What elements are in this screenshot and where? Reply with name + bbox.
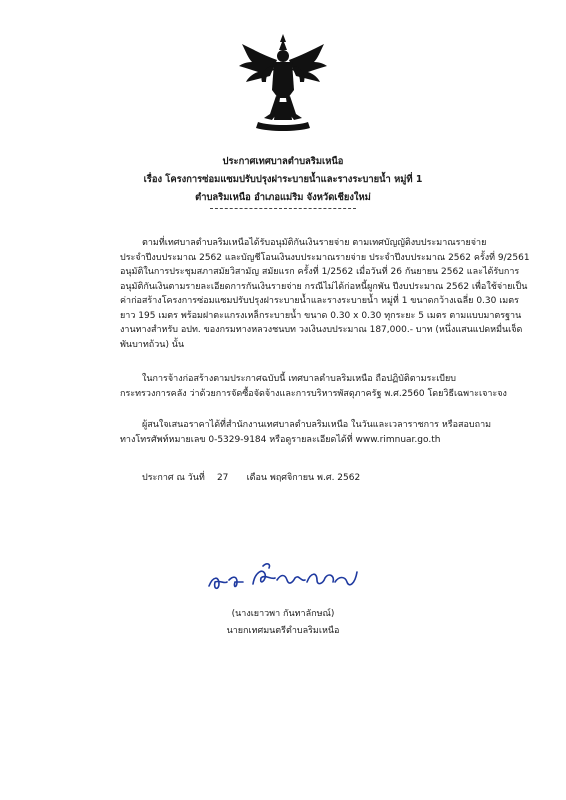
paragraph-procurement: [120, 372, 507, 401]
date-day: 27: [216, 473, 229, 483]
paragraph-line: ยาว 195 เมตร พร้อมฝาตะแกรงเหล็กระบายน้ำ ขนาด 0.30 x 0.30 ทุกระยะ 5 เมตร ตามแบบมาตรฐาน: [120, 310, 522, 321]
paragraph-line: ค่าก่อสร้างโครงการซ่อมแซมปรับปรุงฝาระบายน้ำและรางระบายน้ำ หมู่ที่ 1 ขนาดกว้างเฉลี่ย 0.30 เมตร: [120, 296, 519, 306]
paragraph-line: ตามที่เทศบาลตำบลริมเหนือได้รับอนุมัติกันเงินรายจ่าย ตามเทศบัญญัติงบประมาณรายจ่าย: [142, 238, 487, 248]
date-prefix: ประกาศ ณ วันที่: [142, 473, 205, 483]
paragraph-line: อนุมัติกันเงินตามรายละเอียดการกันเงินรายจ่าย กรณีไม่ได้ก่อหนี้ผูกพัน ปีงบประมาณ 2562 เพื่อใช้จ่ายเป็น: [120, 281, 528, 292]
paragraph-background: [120, 236, 530, 352]
header-divider: [210, 208, 356, 209]
paragraph-line: อนุมัติในการประชุมสภาสมัยวิสามัญ สมัยแรก ครั้งที่ 1/2562 เมื่อวันที่ 26 กันยายน 2562 และได้รับการ: [120, 267, 520, 277]
signatory-name: (นางเยาวพา กันทาลักษณ์): [231, 609, 335, 619]
paragraph-line: ทางโทรศัพท์หมายเลข 0-5329-9184 หรือดูรายละเอียดได้ที่ www.rimnuar.go.th: [120, 434, 441, 445]
announcement-location: ตำบลริมเหนือ อำเภอแม่ริม จังหวัดเชียงใหม่: [195, 192, 371, 203]
paragraph-line: ในการจ้างก่อสร้างตามประกาศฉบับนี้ เทศบาลตำบลริมเหนือ ถือปฏิบัติตามระเบียบ: [142, 374, 456, 384]
paragraph-line: ผู้สนใจเสนอราคาได้ที่สำนักงานเทศบาลตำบลริมเหนือ ในวันและเวลาราชการ หรือสอบถาม: [142, 420, 492, 430]
paragraph-line: พันบาทถ้วน) นั้น: [120, 339, 185, 350]
signatory-position: นายกเทศมนตรีตำบลริมเหนือ: [226, 626, 340, 636]
announcement-title: ประกาศเทศบาลตำบลริมเหนือ: [222, 156, 344, 167]
garuda-emblem-icon: [236, 32, 330, 132]
announcement-subject: เรื่อง โครงการซ่อมแซมปรับปรุงฝาระบายน้ำและรางระบายน้ำ หมู่ที่ 1: [143, 174, 423, 185]
announcement-date: [142, 470, 360, 484]
paragraph-contact: [120, 418, 492, 447]
paragraph-line: กระทรวงการคลัง ว่าด้วยการจัดซื้อจัดจ้างและการบริหารพัสดุภาครัฐ พ.ศ.2560 โดยวิธีเฉพาะเจาะจง: [120, 388, 507, 399]
paragraph-line: งานทางสำหรับ อปท. ของกรมทางหลวงชนบท วงเงินงบประมาณ 187,000.- บาท (หนึ่งแสนแปดหมื่นเจ็ด: [120, 325, 523, 335]
date-month-year: เดือน พฤศจิกายน พ.ศ. 2562: [246, 473, 361, 483]
handwritten-signature: [205, 558, 365, 598]
paragraph-line: ประจำปีงบประมาณ 2562 และบัญชีโอนเงินงบประมาณรายจ่าย ประจำปีงบประมาณ 2562 ครั้งที่ 9/2561: [120, 252, 530, 263]
